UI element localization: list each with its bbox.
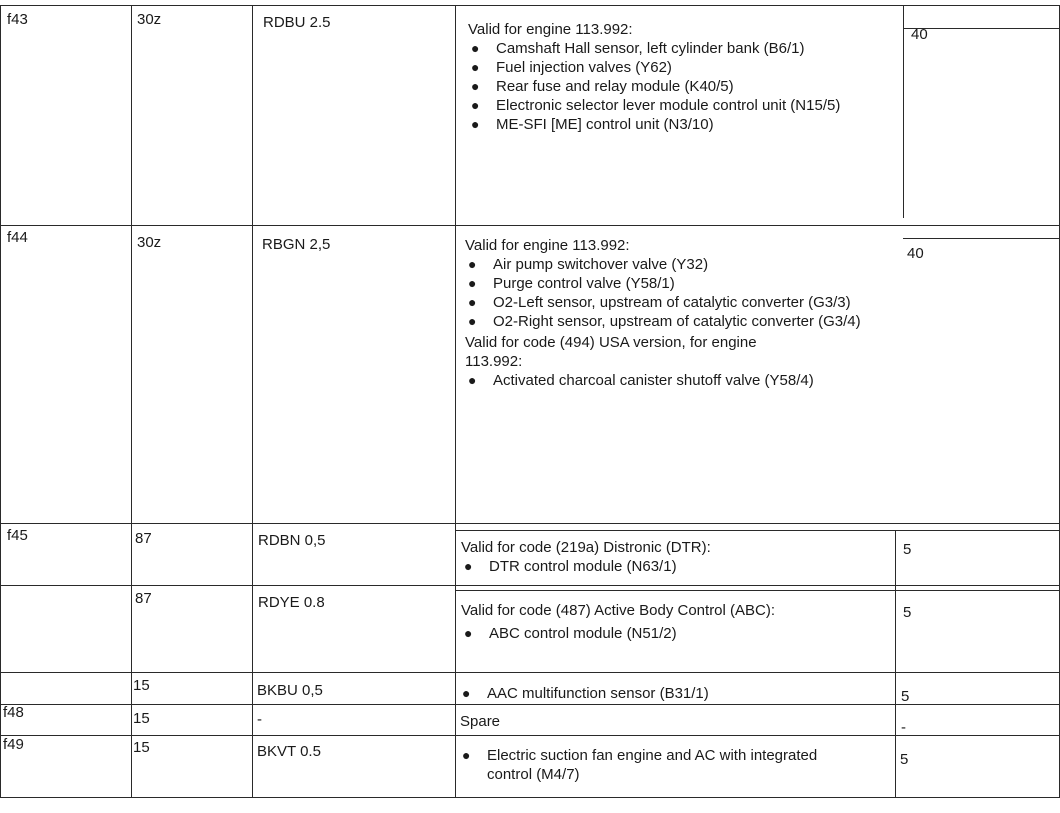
list-item [465,312,865,331]
fuse-number: f49 [3,736,24,753]
table-rule [0,5,1,797]
table-rule [0,797,1060,798]
list-item [461,624,821,643]
validity-note: Spare [460,713,501,730]
consumer-item: ME-SFI [ME] control unit (N3/10) [496,116,714,133]
validity-note: Valid for engine 113.992: [465,237,630,254]
bullet-icon: ● [468,275,477,291]
consumer-item: Electric suction fan engine and AC with integrated control (M4/7) [487,747,818,783]
table-rule [903,5,904,218]
list-item [468,58,898,77]
consumer-item: AAC multifunction sensor (B31/1) [487,685,709,702]
list-item [468,39,898,58]
wire-spec: BKVT 0.5 [257,743,321,760]
table-rule [455,590,1060,591]
bullet-icon: ● [468,372,477,388]
terminal: 15 [133,677,150,694]
bullet-icon: ● [464,625,473,641]
list-item [465,371,865,390]
consumer-item: Fuel injection valves (Y62) [496,59,672,76]
wire-spec: BKBU 0,5 [257,682,323,699]
consumer-list [465,255,865,331]
validity-note: Valid for code (494) USA version, for engine 113.992: [465,334,757,370]
consumer-list [465,371,865,390]
table-rule [0,672,1060,673]
bullet-icon: ● [471,59,480,75]
wire-spec: RDYE 0.8 [258,594,325,611]
bullet-icon: ● [464,558,473,574]
list-item [459,746,859,784]
consumer-description [461,601,821,643]
table-rule [252,5,253,797]
consumer-item: O2-Right sensor, upstream of catalytic converter (G3/4) [493,313,861,330]
fuse-number: f43 [7,11,28,28]
wire-spec: - [257,711,262,728]
table-rule [0,5,1060,6]
list-item [465,274,865,293]
bullet-icon: ● [468,256,477,272]
terminal: 30z [137,234,162,251]
consumer-item: Purge control valve (Y58/1) [493,275,675,292]
consumer-item: Camshaft Hall sensor, left cylinder bank (B6/1) [496,40,805,57]
consumer-item: ABC control module (N51/2) [489,625,677,642]
bullet-icon: ● [471,78,480,94]
wire-spec: RDBN 0,5 [258,532,326,549]
bullet-icon: ● [468,294,477,310]
wire-spec: RDBU 2.5 [263,14,331,31]
table-rule [895,530,896,797]
consumer-item: Rear fuse and relay module (K40/5) [496,78,734,95]
fuse-number: f48 [3,704,24,721]
list-item [461,557,891,576]
consumer-list [461,557,891,576]
fuse-amperage: 40 [911,26,928,43]
bullet-icon: ● [471,40,480,56]
consumer-list [461,624,821,643]
terminal: 30z [137,11,162,28]
terminal: 87 [135,590,152,607]
consumer-list [459,746,859,784]
terminal: 15 [133,739,150,756]
consumer-description [465,236,865,390]
validity-note: Valid for code (487) Active Body Control (ABC): [461,602,776,619]
list-item [468,115,898,134]
consumer-description [459,746,859,784]
bullet-icon: ● [471,97,480,113]
consumer-description [468,20,898,134]
table-rule [903,238,1060,239]
validity-note: Valid for code (219a) Distronic (DTR): [461,539,711,556]
wire-spec: RBGN 2,5 [262,236,331,253]
bullet-icon: ● [462,747,471,763]
terminal: 87 [135,530,152,547]
fuse-amperage: 5 [903,604,912,621]
consumer-item: Electronic selector lever module control unit (N15/5) [496,97,841,114]
bullet-icon: ● [462,685,471,701]
fuse-amperage: 5 [900,751,909,768]
table-rule [0,523,1060,524]
consumer-item: DTR control module (N63/1) [489,558,677,575]
table-rule [0,225,1060,226]
bullet-icon: ● [471,116,480,132]
consumer-item: Activated charcoal canister shutoff valve (Y58/4) [493,372,814,389]
table-rule [455,530,1060,531]
fuse-amperage: 5 [903,541,912,558]
fuse-amperage: 5 [901,688,910,705]
list-item [465,293,865,312]
consumer-item: O2-Left sensor, upstream of catalytic converter (G3/3) [493,294,851,311]
consumer-list [468,39,898,134]
list-item [468,77,898,96]
terminal: 15 [133,710,150,727]
fuse-number: f44 [7,229,28,246]
table-rule [455,5,456,797]
consumer-description [459,684,889,703]
consumer-list [459,684,889,703]
fuse-number: f45 [7,527,28,544]
list-item [465,255,865,274]
consumer-description [461,538,891,576]
bullet-icon: ● [468,313,477,329]
validity-note: Valid for engine 113.992: [468,21,633,38]
table-rule [0,585,1060,586]
list-item [459,684,889,703]
consumer-description [460,712,860,731]
fuse-amperage: - [901,719,906,736]
fuse-amperage: 40 [907,245,924,262]
table-rule [131,5,132,797]
consumer-item: Air pump switchover valve (Y32) [493,256,709,273]
list-item [468,96,898,115]
